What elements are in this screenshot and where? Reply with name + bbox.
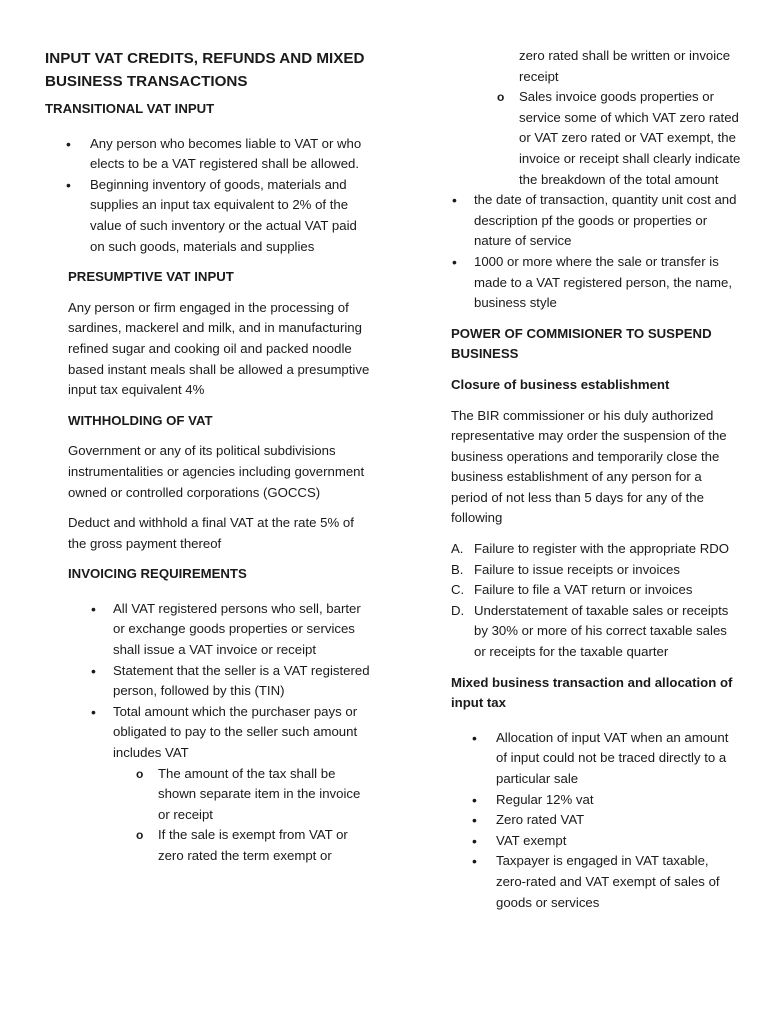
list-item [113,702,375,867]
list-item: • Any person who becomes liable to VAT or who elects to be a VAT registered shall be allowed. [90,134,375,175]
withholding-heading: WITHHOLDING OF VAT [68,412,213,428]
withholding-paragraph-2: Deduct and withhold a final VAT at the rate 5% of the gross payment thereof [68,515,354,551]
lettered-item [451,539,741,560]
list-item: • the date of transaction, quantity unit cost and description pf the goods or properties or nature of service [474,190,741,252]
invoicing-sublist [113,764,375,867]
list-marker: B. [451,561,464,577]
lettered-item-text: Failure to issue receipts or invoices [474,561,680,577]
left-column [45,47,375,877]
mixed-heading: Mixed business transaction and allocation of input tax [451,674,733,711]
right-column [451,46,741,923]
lettered-item [451,560,741,581]
mixed-list [451,728,741,913]
invoicing-heading: INVOICING REQUIREMENTS [68,566,247,582]
list-item-text: Total amount which the purchaser pays or obligated to pay to the seller such amount includes VAT [113,703,358,761]
title-line-1: INPUT VAT CREDITS, REFUNDS AND MIXED [45,50,365,67]
list-item: • Zero rated VAT [496,810,741,831]
closure-heading: Closure of business establishment [451,376,670,392]
presumptive-heading: PRESUMPTIVE VAT INPUT [68,269,234,285]
presumptive-paragraph: Any person or firm engaged in the processing of sardines, mackerel and milk, and in manufacturing refined sugar and cooking oil and packed noodle based instant meals shall be allowed a presumptive input tax equivalent 4% [68,299,370,398]
list-item: • Taxpayer is engaged in VAT taxable, zero-rated and VAT exempt of sales of goods or services [496,851,741,913]
sublist-item: o The amount of the tax shall be shown separate item in the invoice or receipt [158,764,375,826]
closure-paragraph: The BIR commissioner or his duly authorized representative may order the suspension of the business operations and temporarily close the business establishment of any person for a period of not less than 5 days for any of the following [451,407,727,526]
transitional-heading: TRANSITIONAL VAT INPUT [45,101,215,116]
invoice-details-list [451,190,741,314]
lettered-item [451,580,741,601]
document-title [45,47,375,93]
list-item: • VAT exempt [496,831,741,852]
list-item: • Regular 12% vat [496,790,741,811]
transitional-list [45,134,375,258]
list-marker: D. [451,602,465,618]
list-item: • 1000 or more where the sale or transfer is made to a VAT registered person, the name, business style [474,252,741,314]
list-item: • Beginning inventory of goods, materials and supplies an input tax equivalent to 2% of the value of such inventory or the actual VAT paid on such goods, materials and supplies [90,175,375,257]
lettered-item-text: Failure to register with the appropriate RDO [474,541,730,557]
list-item: • Statement that the seller is a VAT registered person, followed by this (TIN) [113,661,375,702]
power-heading: POWER OF COMMISIONER TO SUSPEND BUSINESS [451,325,712,362]
lettered-item [451,601,741,663]
list-marker: A. [451,541,464,557]
invoicing-list [45,599,375,867]
withholding-paragraph-1: Government or any of its political subdivisions instrumentalities or agencies including government owned or controlled corporations (GOCCS) [68,443,365,500]
closure-grounds-list [451,539,741,663]
lettered-item-text: Understatement of taxable sales or receipts by 30% or more of his correct taxable sales or receipts for the taxable quarter [474,602,729,660]
sublist-item: o If the sale is exempt from VAT or zero rated the term exempt or [158,825,375,866]
continued-sublist [451,87,741,190]
list-marker: C. [451,582,465,598]
sublist-item: o Sales invoice goods properties or service some of which VAT zero rated or VAT zero rated or VAT exempt, the invoice or receipt shall clearly indicate the breakdown of the total amount [519,87,741,190]
continued-text: zero rated shall be written or invoice receipt [519,48,731,84]
title-line-2: BUSINESS TRANSACTIONS [45,73,248,90]
list-item: • All VAT registered persons who sell, barter or exchange goods properties or services shall issue a VAT invoice or receipt [113,599,375,661]
list-item: • Allocation of input VAT when an amount of input could not be traced directly to a particular sale [496,728,741,790]
lettered-item-text: Failure to file a VAT return or invoices [474,582,693,598]
